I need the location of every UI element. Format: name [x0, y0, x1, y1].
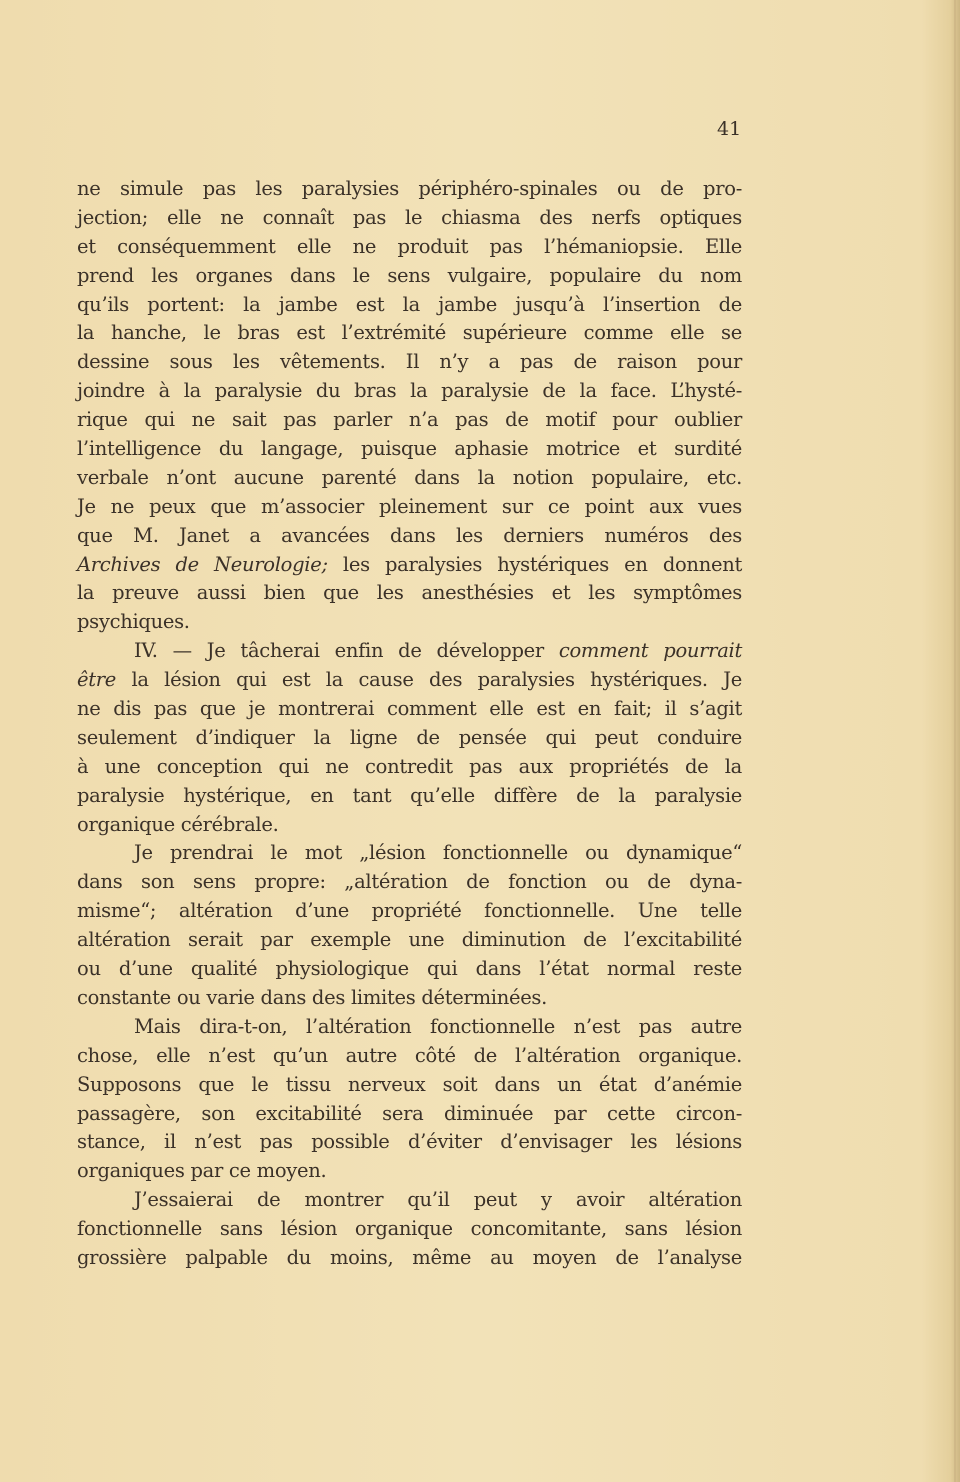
text-line — [77, 724, 742, 753]
line-text: joindre à la paralysie du bras la paralysie de la face. L’hysté- — [77, 379, 742, 403]
text-line — [77, 233, 742, 262]
text-line — [77, 262, 742, 291]
line-text: dans son sens propre: „altération de fonction ou de dyna- — [77, 870, 742, 894]
italic-text: comment pourrait — [558, 639, 742, 663]
text-line — [77, 1128, 742, 1157]
line-text: l’intelligence du langage, puisque aphasie motrice et surdité — [77, 437, 742, 461]
text-line — [77, 782, 742, 811]
text-line — [77, 897, 742, 926]
line-text: misme“; altération d’une propriété fonctionnelle. Une telle — [77, 899, 742, 923]
text-line — [77, 435, 742, 464]
line-text: ne simule pas les paralysies périphéro-spinales ou de pro- — [77, 177, 742, 200]
text-line — [77, 406, 742, 435]
text-line — [77, 1157, 742, 1186]
text-line — [77, 493, 742, 522]
page-edge-shadow — [954, 0, 956, 1482]
line-text: la hanche, le bras est l’extrémité supérieure comme elle se — [77, 321, 742, 345]
italic-text: être — [77, 668, 117, 692]
line-text: stance, il n’est pas possible d’éviter d’envisager les lésions — [77, 1130, 742, 1154]
line-text: la preuve aussi bien que les anesthésies et les symptômes — [77, 581, 742, 605]
line-text: constante ou varie dans des limites déterminées. — [77, 985, 548, 1009]
line-text: organiques par ce moyen. — [77, 1159, 327, 1183]
text-line — [77, 522, 742, 551]
line-text: altération serait par exemple une diminution de l’excitabilité — [77, 928, 742, 952]
text-line — [77, 348, 742, 377]
line-text: psychiques. — [77, 610, 190, 634]
text-line — [77, 204, 742, 233]
line-text: paralysie hystérique, en tant qu’elle diffère de la paralysie — [77, 783, 742, 807]
text-line — [77, 868, 742, 897]
line-text: fonctionnelle sans lésion organique concomitante, sans lésion — [77, 1217, 742, 1241]
text-line — [77, 551, 742, 580]
line-text: Je prendrai le mot „lésion fonctionnelle ou dynamique“ — [134, 841, 742, 865]
line-text: passagère, son excitabilité sera diminuée par cette circon- — [77, 1101, 742, 1125]
line-text: IV. — Je tâcherai enfin de développer — [134, 639, 559, 663]
text-line — [77, 1244, 742, 1273]
line-text: jection; elle ne connaît pas le chiasma des nerfs optiques — [77, 205, 742, 229]
line-text: Supposons que le tissu nerveux soit dans un état d’anémie — [77, 1072, 742, 1096]
text-line — [77, 175, 742, 204]
line-text: les paralysies hystériques en donnent — [327, 552, 742, 576]
line-text: chose, elle n’est qu’un autre côté de l’altération organique. — [77, 1043, 742, 1067]
body-text — [77, 175, 742, 1273]
page-number: 41 — [717, 118, 742, 140]
line-text: ne dis pas que je montrerai comment elle est en fait; il s’agit — [77, 697, 742, 721]
text-line — [77, 464, 742, 493]
text-line — [77, 955, 742, 984]
text-line — [77, 1042, 742, 1071]
text-line — [77, 839, 742, 868]
text-line — [77, 377, 742, 406]
text-line — [77, 1013, 742, 1042]
text-line — [77, 637, 742, 666]
italic-text: Archives de Neurologie; — [77, 552, 328, 576]
text-line — [77, 1071, 742, 1100]
text-line — [77, 1100, 742, 1129]
line-text: verbale n’ont aucune parenté dans la notion populaire, etc. — [77, 465, 742, 489]
text-line — [77, 1186, 742, 1215]
text-line — [77, 753, 742, 782]
line-text: que M. Janet a avancées dans les derniers numéros des — [77, 523, 742, 547]
line-text: seulement d’indiquer la ligne de pensée qui peut conduire — [77, 725, 742, 749]
line-text: grossière palpable du moins, même au moyen de l’analyse — [77, 1245, 742, 1269]
line-text: Mais dira-t-on, l’altération fonctionnelle n’est pas autre — [134, 1014, 742, 1038]
text-line — [77, 319, 742, 348]
line-text: la lésion qui est la cause des paralysies hystériques. Je — [116, 668, 742, 692]
text-line — [77, 666, 742, 695]
line-text: à une conception qui ne contredit pas aux propriétés de la — [77, 754, 742, 778]
text-line — [77, 579, 742, 608]
text-line — [77, 608, 742, 637]
text-line — [77, 984, 742, 1013]
line-text: ou d’une qualité physiologique qui dans l’état normal reste — [77, 957, 742, 981]
line-text: qu’ils portent: la jambe est la jambe jusqu’à l’insertion de — [77, 292, 742, 316]
line-text: J’essaierai de montrer qu’il peut y avoir altération — [134, 1188, 742, 1212]
line-text: dessine sous les vêtements. Il n’y a pas de raison pour — [77, 350, 742, 374]
line-text: prend les organes dans le sens vulgaire, populaire du nom — [77, 263, 742, 287]
text-line — [77, 695, 742, 724]
line-text: organique cérébrale. — [77, 812, 279, 836]
line-text: Je ne peux que m’associer pleinement sur ce point aux vues — [77, 494, 742, 518]
text-line — [77, 926, 742, 955]
text-line — [77, 291, 742, 320]
text-line — [77, 811, 742, 840]
text-line — [77, 1215, 742, 1244]
line-text: et conséquemment elle ne produit pas l’hémaniopsie. Elle — [77, 234, 742, 258]
line-text: rique qui ne sait pas parler n’a pas de motif pour oublier — [77, 408, 742, 432]
